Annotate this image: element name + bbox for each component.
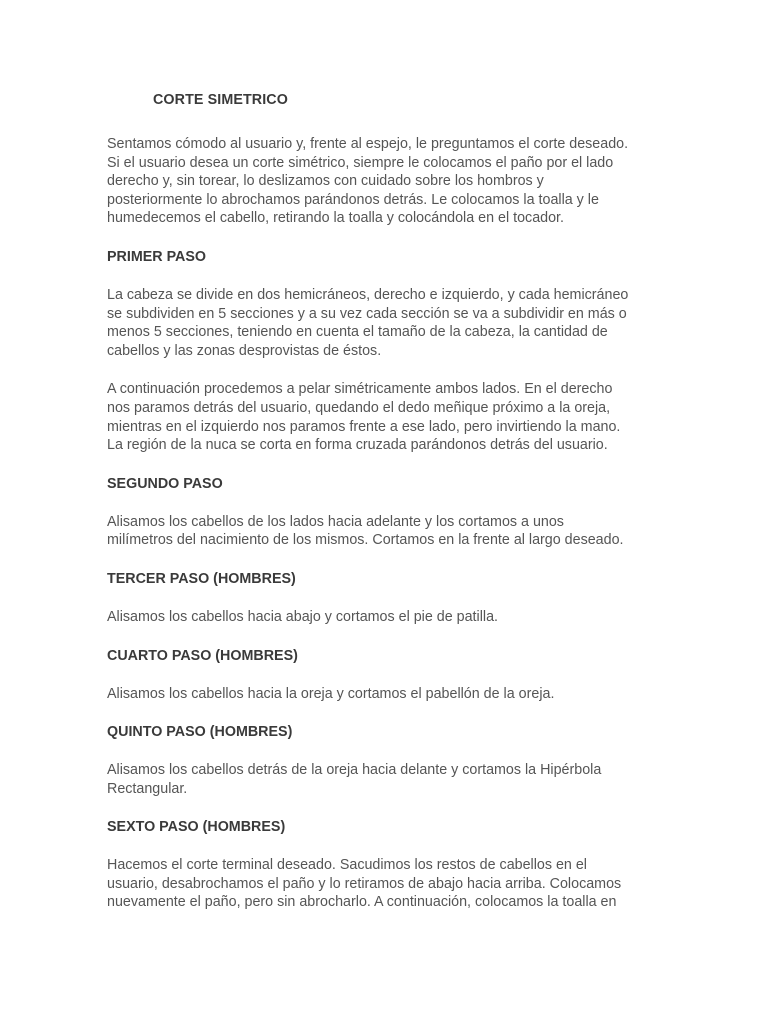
text-line: Alisamos los cabellos hacia abajo y cortamos el pie de patilla. — [107, 608, 498, 625]
text-line: Rectangular. — [107, 780, 188, 797]
section-heading-tercer-paso: TERCER PASO (HOMBRES) — [107, 570, 296, 587]
text-line: nuevamente el paño, pero sin abrocharlo. A continuación, colocamos la toalla en — [107, 894, 617, 911]
text-line: Alisamos los cabellos hacia la oreja y cortamos el pabellón de la oreja. — [107, 685, 555, 702]
section-heading-primer-paso: PRIMER PASO — [107, 248, 207, 265]
text-line: posteriormente lo abrochamos parándonos detrás. Le colocamos la toalla y le — [107, 191, 599, 208]
section-paragraph — [107, 685, 668, 704]
section-heading-segundo-paso: SEGUNDO PASO — [107, 475, 223, 492]
section-paragraph — [107, 380, 668, 454]
text-line: humedecemos el cabello, retirando la toalla y colocándola en el tocador. — [107, 210, 564, 227]
section-paragraph — [107, 761, 668, 798]
text-line: La región de la nuca se corta en forma cruzada parándonos detrás del usuario. — [107, 437, 608, 454]
document-title: CORTE SIMETRICO — [153, 92, 288, 108]
text-line: menos 5 secciones, teniendo en cuenta el tamaño de la cabeza, la cantidad de — [107, 324, 608, 341]
text-line: Si el usuario desea un corte simétrico, siempre le colocamos el paño por el lado — [107, 154, 614, 171]
text-line: mientras en el izquierdo nos paramos frente a ese lado, pero invirtiendo la mano. — [107, 418, 621, 435]
section-heading-sexto-paso: SEXTO PASO (HOMBRES) — [107, 819, 286, 836]
text-line: Alisamos los cabellos de los lados hacia adelante y los cortamos a unos — [107, 513, 564, 530]
text-line: milímetros del nacimiento de los mismos. Cortamos en la frente al largo deseado. — [107, 532, 624, 549]
text-line: La cabeza se divide en dos hemicráneos, derecho e izquierdo, y cada hemicráneo — [107, 286, 629, 303]
text-line: cabellos y las zonas desprovistas de éstos. — [107, 342, 382, 359]
intro-paragraph — [107, 135, 668, 228]
text-line: derecho y, sin torear, lo deslizamos con cuidado sobre los hombros y — [107, 173, 544, 190]
section-paragraph — [107, 608, 668, 627]
section-paragraph — [107, 856, 668, 912]
text-line: A continuación procedemos a pelar simétricamente ambos lados. En el derecho — [107, 381, 613, 398]
text-line: Sentamos cómodo al usuario y, frente al espejo, le preguntamos el corte deseado. — [107, 136, 629, 152]
section-heading-quinto-paso: QUINTO PASO (HOMBRES) — [107, 724, 293, 741]
section-paragraph — [107, 286, 668, 360]
section-heading-cuarto-paso: CUARTO PASO (HOMBRES) — [107, 647, 298, 664]
text-line: usuario, desabrochamos el paño y lo retiramos de abajo hacia arriba. Colocamos — [107, 875, 622, 892]
text-line: se subdividen en 5 secciones y a su vez cada sección se va a subdividir en más o — [107, 305, 627, 322]
text-line: nos paramos detrás del usuario, quedando el dedo meñique próximo a la oreja, — [107, 399, 611, 416]
section-paragraph — [107, 513, 668, 550]
text-line: Hacemos el corte terminal deseado. Sacudimos los restos de cabellos en el — [107, 857, 587, 874]
text-line: Alisamos los cabellos detrás de la oreja hacia delante y cortamos la Hipérbola — [107, 762, 602, 779]
